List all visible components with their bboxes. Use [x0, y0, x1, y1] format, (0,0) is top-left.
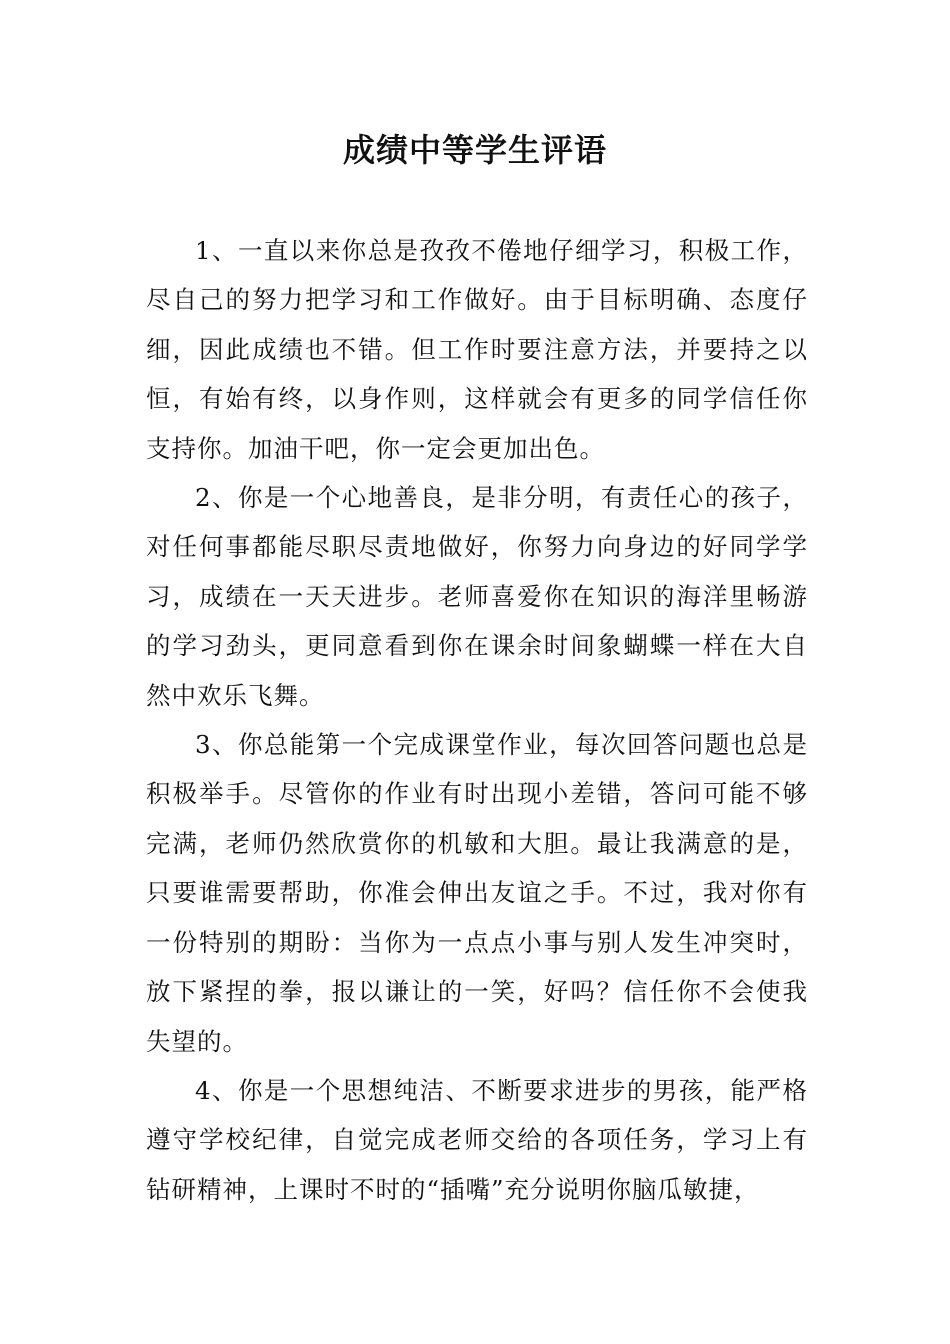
comment-paragraph-4: 4、你是一个思想纯洁、不断要求进步的男孩，能严格遵守学校纪律，自觉完成老师交给的各项任务，学习上有钻研精神，上课时不时的“插嘴”充分说明你脑瓜敏捷， — [146, 1075, 808, 1204]
comment-paragraph-1: 1、一直以来你总是孜孜不倦地仔细学习，积极工作，尽自己的努力把学习和工作做好。由于目标明确、态度仔细，因此成绩也不错。但工作时要注意方法，并要持之以恒，有始有终，以身作则，这样就会有更多的同学信任你支持你。加油干吧，你一定会更加出色。 — [146, 236, 808, 463]
document-title: 成绩中等学生评语 — [342, 131, 607, 169]
document-body — [146, 226, 808, 1214]
comment-paragraph-2: 2、你是一个心地善良，是非分明，有责任心的孩子，对任何事都能尽职尽责地做好，你努力向身边的好同学学习，成绩在一天天进步。老师喜爱你在知识的海洋里畅游的学习劲头，更同意看到你在课余时间象蝴蝶一样在大自然中欢乐飞舞。 — [146, 483, 808, 710]
comment-paragraph-3: 3、你总能第一个完成课堂作业，每次回答问题也总是积极举手。尽管你的作业有时出现小差错，答问可能不够完满，老师仍然欣赏你的机敏和大胆。最让我满意的是，只要谁需要帮助，你准会伸出友谊之手。不过，我对你有一份特别的期盼：当你为一点点小事与别人发生冲突时，放下紧捏的拳，报以谦让的一笑，好吗？信任你不会使我失望的。 — [146, 730, 808, 1056]
